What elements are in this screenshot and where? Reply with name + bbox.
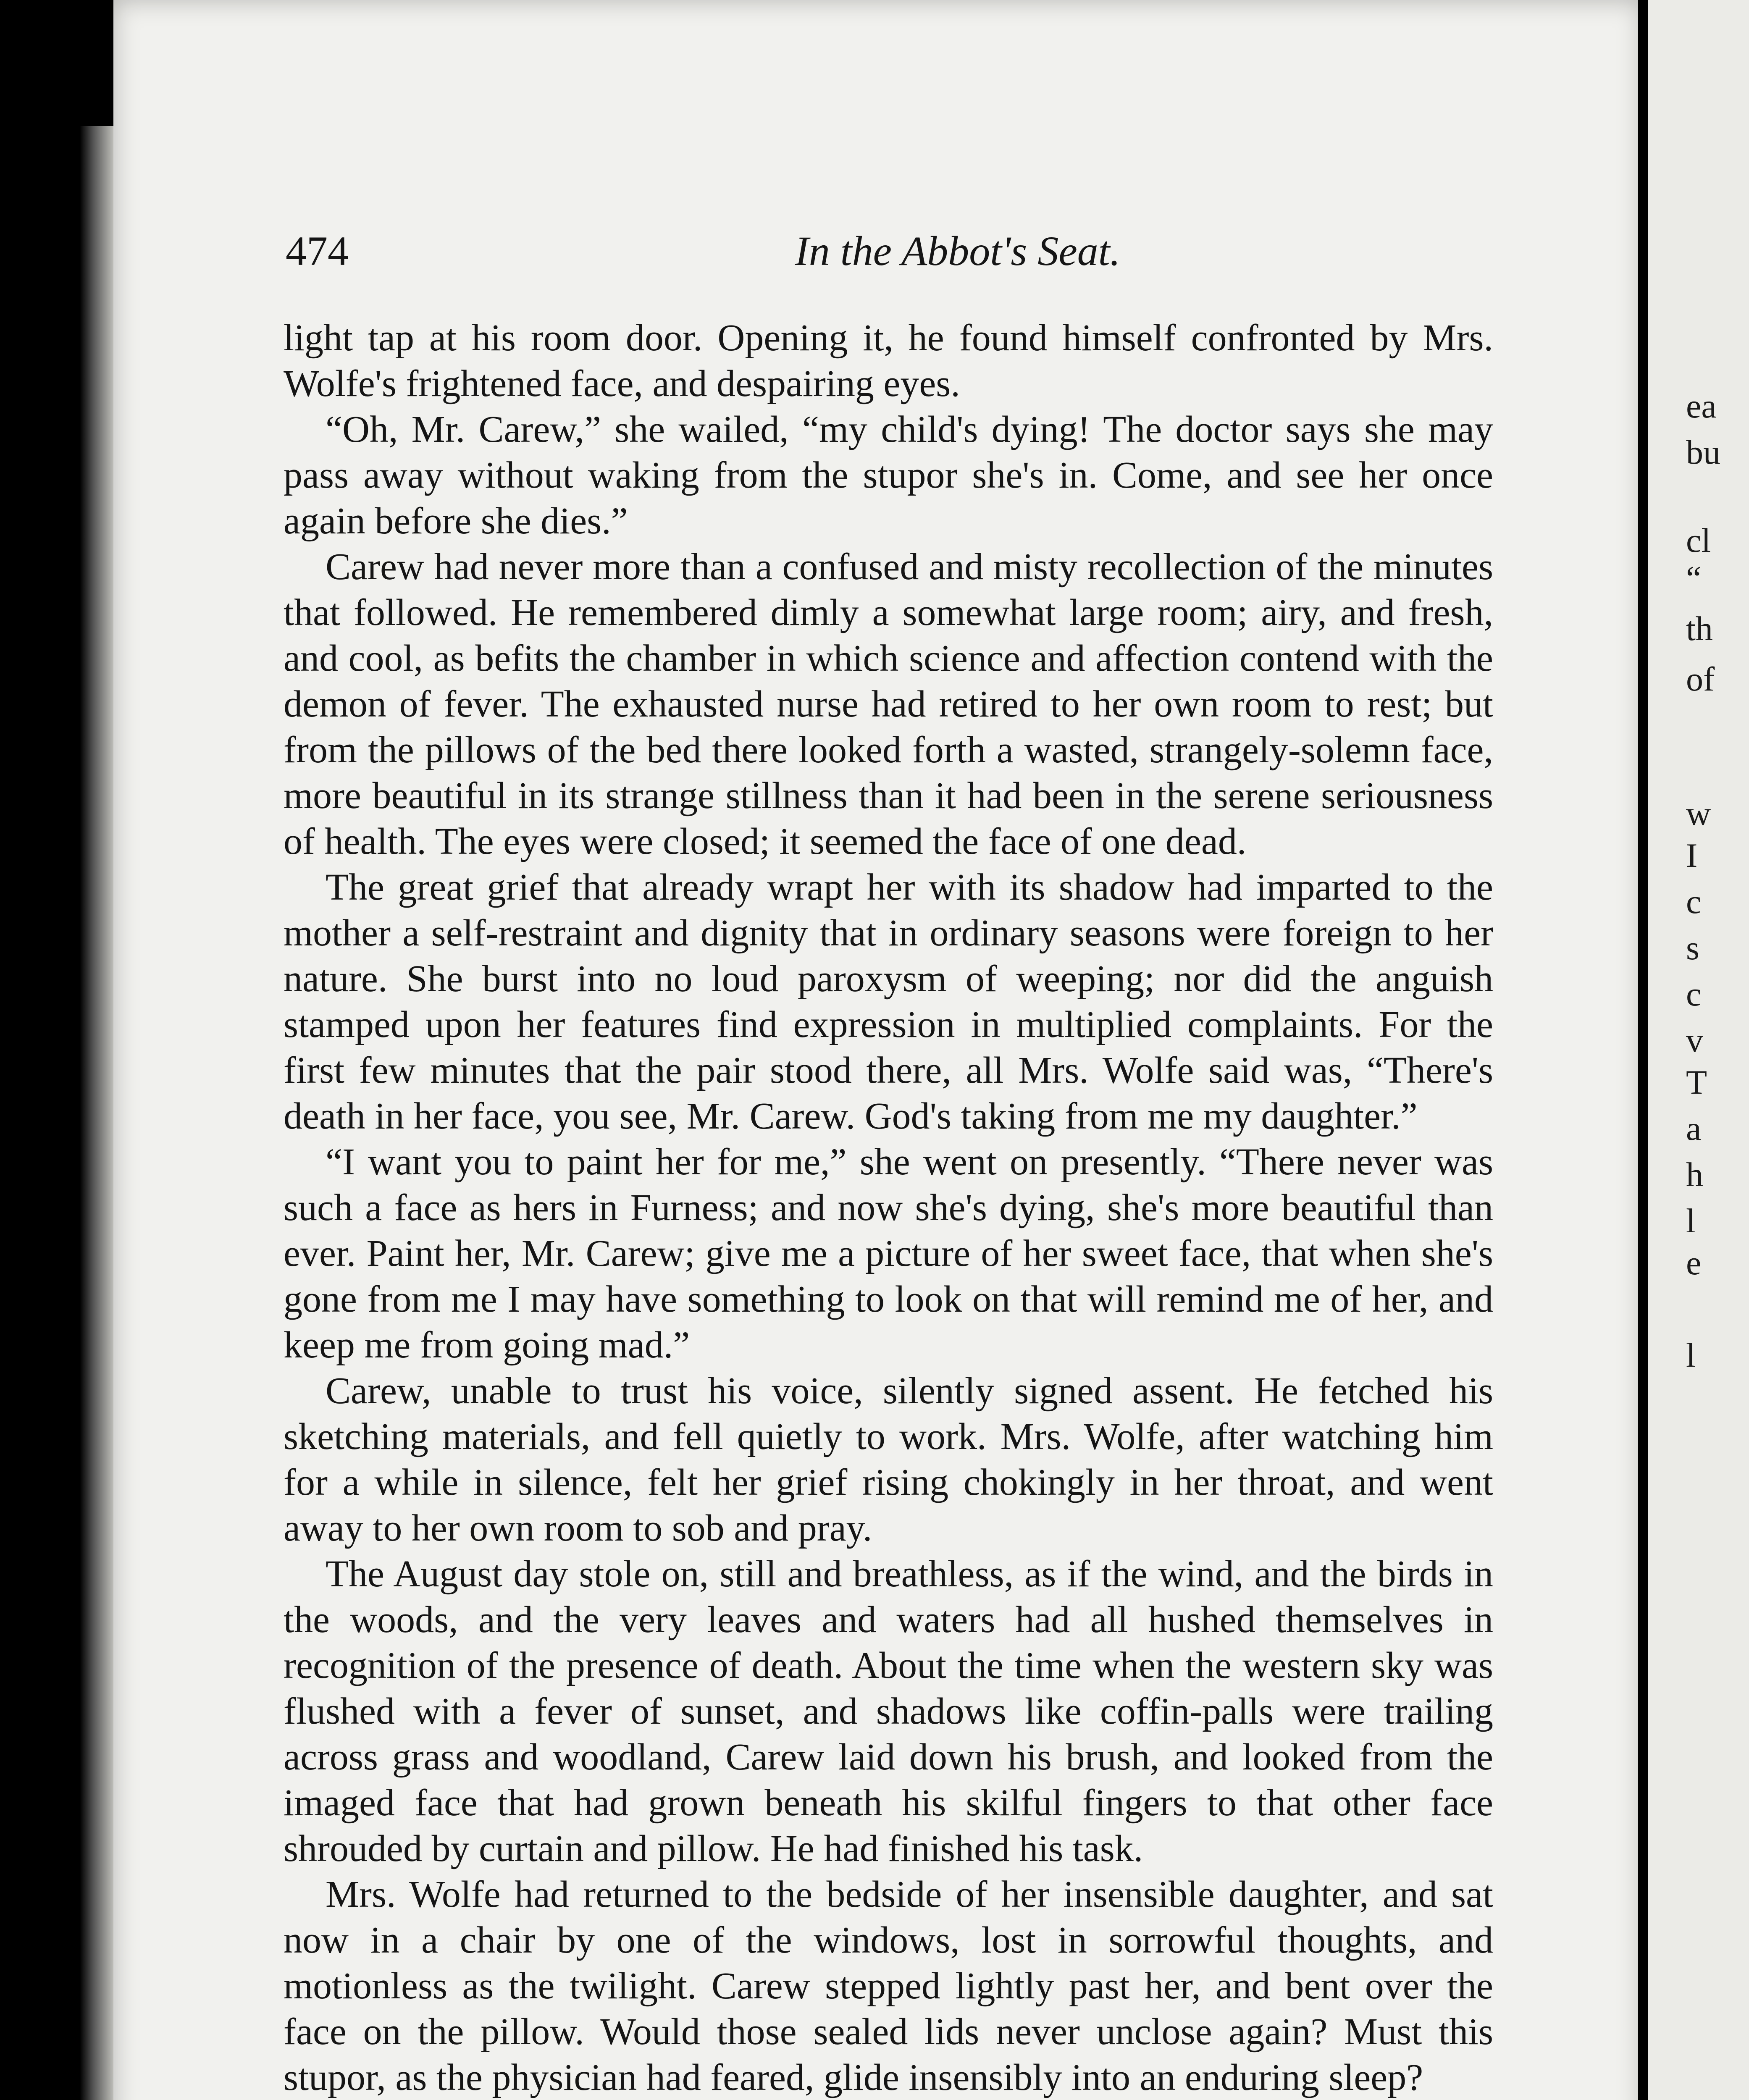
facing-page-fragment: a: [1686, 1109, 1702, 1147]
paragraph: Carew, unable to trust his voice, silently signed assent. He fetched his sketching materials, and fell quietly to work. Mrs. Wolfe, after watching him for a while in silence, felt her grief rising chokingly in her throat, and went away to her own room to sob and pray.: [284, 1370, 1493, 1549]
paragraph: light tap at his room door. Opening it, he found himself confronted by Mrs. Wolfe's frightened face, and despairing eyes.: [284, 317, 1493, 404]
paragraph: The August day stole on, still and breathless, as if the wind, and the birds in the woods, and the very leaves and waters had all hushed themselves in recognition of the presence of death. About the time when the western sky was flushed with a fever of sunset, and shadows like coffin-palls were trailing across grass and woodland, Carew laid down his brush, and looked from the imaged face that had grown beneath his skilful fingers to that other face shrouded by curtain and pillow. He had finished his task.: [284, 1553, 1493, 1869]
facing-page-fragment: ea: [1686, 387, 1717, 425]
facing-page-fragment: v: [1686, 1021, 1703, 1059]
body-text: [284, 315, 1493, 2100]
paragraph: The great grief that already wrapt her with its shadow had imparted to the mother a self-restraint and dignity that in ordinary seasons were foreign to her nature. She burst into no loud paroxysm of weeping; nor did the anguish stamped upon her features find expression in multiplied complaints. For the first few minutes that the pair stood there, all Mrs. Wolfe said was, “There's death in her face, you see, Mr. Carew. God's taking from me my daughter.”: [284, 866, 1493, 1137]
page-left-edge-shadow: [80, 126, 113, 2100]
facing-page-fragment: “: [1686, 559, 1702, 597]
facing-page-fragment: of: [1686, 660, 1715, 698]
page-number: 474: [286, 228, 349, 274]
facing-page-fragment: c: [1686, 882, 1702, 921]
facing-page-fragment: l: [1686, 1202, 1696, 1240]
facing-page-fragment: w: [1686, 794, 1711, 832]
facing-page-fragment: T: [1686, 1063, 1707, 1101]
paragraph: “Oh, Mr. Carew,” she wailed, “my child's dying! The doctor says she may pass away without waking from the stupor she's in. Come, and see her once again before she dies.”: [284, 409, 1493, 542]
facing-page-fragment: l: [1686, 1336, 1696, 1374]
facing-page-fragment: bu: [1686, 433, 1720, 471]
running-title: In the Abbot's Seat.: [795, 228, 1121, 274]
facing-page-fragment: h: [1686, 1155, 1703, 1194]
paragraph: Carew had never more than a confused and misty recollection of the minutes that followed. He remembered dimly a somewhat large room; airy, and fresh, and cool, as befits the chamber in which science and affection contend with the demon of fever. The exhausted nurse had retired to her own room to rest; but from the pillows of the bed there looked forth a wasted, strangely-solemn face, more beautiful in its strange stillness than it had been in the serene seriousness of health. The eyes were closed; it seemed the face of one dead.: [284, 546, 1493, 862]
facing-page: [1638, 0, 1749, 2100]
paragraph: “I want you to paint her for me,” she went on presently. “There never was such a face as hers in Furness; and now she's dying, she's more beautiful than ever. Paint her, Mr. Carew; give me a picture of her sweet face, that when she's gone from me I may have something to look on that will remind me of her, and keep me from going mad.”: [284, 1141, 1493, 1366]
facing-page-fragment: s: [1686, 929, 1699, 967]
facing-page-fragment: cl: [1686, 521, 1711, 559]
facing-page-fragment: th: [1686, 609, 1713, 648]
facing-page-fragment: c: [1686, 975, 1702, 1013]
facing-page-fragment: e: [1686, 1244, 1702, 1282]
facing-page-fragment: I: [1686, 836, 1698, 874]
paragraph: Mrs. Wolfe had returned to the bedside of her insensible daughter, and sat now in a chair by one of the windows, lost in sorrowful thoughts, and motionless as the twilight. Carew stepped lightly past her, and bent over the face on the pillow. Would those sealed lids never unclose again? Must this stupor, as the physician had feared, glide insensibly into an enduring sleep?: [284, 1874, 1493, 2098]
